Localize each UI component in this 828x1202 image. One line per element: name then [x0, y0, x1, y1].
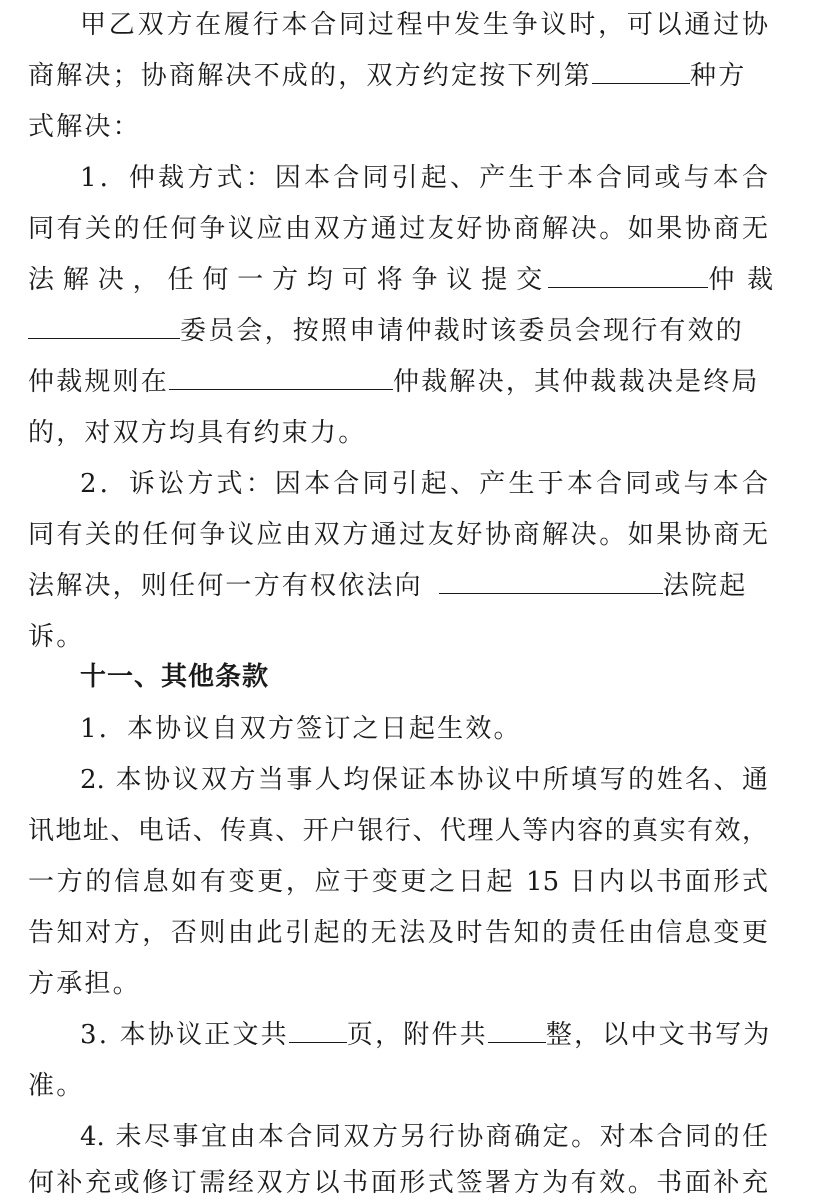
arbitration-place-blank[interactable] — [169, 365, 393, 390]
arbitration-commission-blank[interactable] — [28, 314, 180, 339]
clause-2-line-2: 讯地址、电话、传真、开户银行、代理人等内容的真实有效， — [28, 816, 768, 846]
clause-1: 1．本协议自双方签订之日起生效。 — [80, 714, 522, 744]
clause-2-line-5: 方承担。 — [28, 969, 141, 999]
litigation-line-3-tail: 法院起 — [662, 571, 748, 601]
arbitration-line-4 — [28, 314, 768, 348]
arbitration-line-3-tail: 仲 裁 — [708, 265, 776, 295]
arbitration-city-blank[interactable] — [548, 263, 708, 288]
page-count-blank[interactable] — [289, 1018, 347, 1043]
arbitration-line-6: 的，对双方均具有约束力。 — [28, 418, 367, 448]
arbitration-line-4-text: 委员会，按照申请仲裁时该委员会现行有效的 — [180, 316, 745, 346]
arbitration-line-5-tail: 仲裁解决，其仲裁裁决是终局 — [393, 367, 760, 397]
intro-line-2-tail: 种方 — [690, 61, 747, 91]
clause-2-line-4: 告知对方，否则由此引起的无法及时告知的责任由信息变更 — [28, 918, 768, 948]
litigation-line-1: 2．诉讼方式：因本合同引起、产生于本合同或与本合 — [80, 469, 768, 499]
attachment-count-blank[interactable] — [488, 1018, 546, 1043]
clause-3-line-2: 准。 — [28, 1071, 85, 1101]
clause-4-line-2: 何补充或修订需经双方以书面形式签署方为有效。书面补充 — [28, 1168, 768, 1198]
arbitration-line-5-text: 仲裁规则在 — [28, 367, 170, 397]
clause-2-line-1: 2. 本协议双方当事人均保证本协议中所填写的姓名、通 — [80, 765, 768, 795]
court-blank[interactable] — [439, 569, 663, 594]
clause-3-line-1 — [80, 1018, 772, 1052]
intro-line-1: 甲乙双方在履行本合同过程中发生争议时，可以通过协 — [80, 10, 768, 40]
arbitration-line-3 — [28, 263, 776, 297]
section-title: 十一、其他条款 — [80, 662, 270, 692]
litigation-line-2: 同有关的任何争议应由双方通过友好协商解决。如果协商无 — [28, 520, 768, 550]
clause-4-line-1: 4. 未尽事宜由本合同双方另行协商确定。对本合同的任 — [80, 1122, 768, 1152]
clause-3-text-c: 整，以中文书写为 — [545, 1020, 772, 1050]
clause-3-text-b: 页，附件共 — [346, 1020, 488, 1050]
arbitration-line-5 — [28, 365, 768, 399]
arbitration-line-1: 1．仲裁方式：因本合同引起、产生于本合同或与本合 — [80, 163, 768, 193]
clause-3-text-a: 3. 本协议正文共 — [80, 1020, 289, 1050]
litigation-line-3 — [28, 569, 768, 603]
intro-line-2-text: 商解决；协商解决不成的，双方约定按下列第 — [28, 61, 593, 91]
arbitration-line-2: 同有关的任何争议应由双方通过友好协商解决。如果协商无 — [28, 214, 768, 244]
clause-2-line-3: 一方的信息如有变更，应于变更之日起 15 日内以书面形式 — [28, 867, 768, 897]
arbitration-line-3-text: 法 解 决 ， 任 何 一 方 均 可 将 争 议 提 交 — [28, 265, 543, 295]
litigation-line-3-text: 法解决，则任何一方有权依法向 — [28, 571, 423, 601]
intro-line-3: 式解决： — [28, 112, 141, 142]
litigation-line-4: 诉。 — [28, 622, 85, 652]
dispute-method-blank[interactable] — [592, 59, 690, 84]
intro-line-2 — [28, 59, 768, 93]
